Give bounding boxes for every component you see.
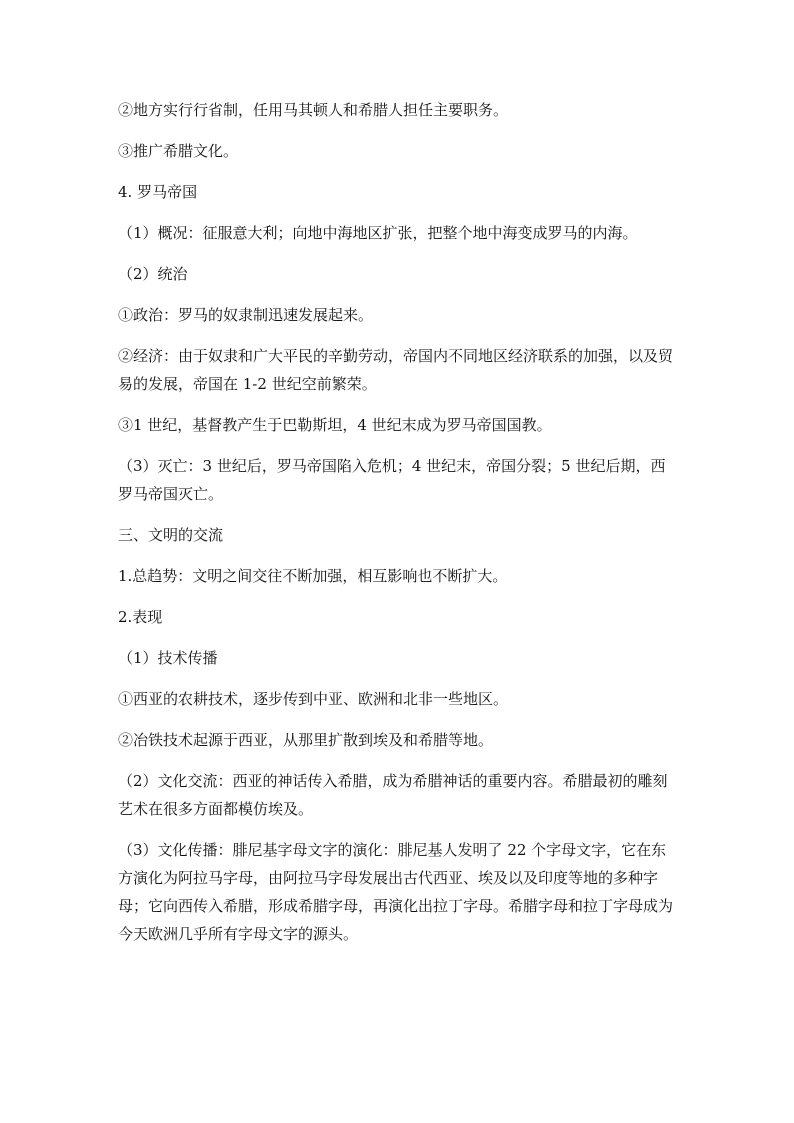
paragraph-alexander-provinces: ②地方实行行省制，任用马其顿人和希腊人担任主要职务。 xyxy=(118,101,509,119)
subheading-roman-rule: （2）统治 xyxy=(118,265,188,283)
paragraph-iron-tech: ②冶铁技术起源于西亚，从那里扩散到埃及和希腊等地。 xyxy=(118,731,494,749)
paragraph-christianity: ③1 世纪，基督教产生于巴勒斯坦，4 世纪末成为罗马帝国国教。 xyxy=(118,416,552,434)
paragraph-roman-overview: （1）概况：征服意大利；向地中海地区扩张，把整个地中海变成罗马的内海。 xyxy=(118,224,638,242)
paragraph-greek-culture: ③推广希腊文化。 xyxy=(118,142,239,160)
subheading-technology-spread: （1）技术传播 xyxy=(118,649,218,667)
document-body xyxy=(118,96,678,961)
heading-roman-empire: 4. 罗马帝国 xyxy=(118,183,198,201)
paragraph-roman-fall: （3）灭亡：3 世纪后，罗马帝国陷入危机；4 世纪末，帝国分裂；5 世纪后期，西罗马帝国灭亡。 xyxy=(118,457,666,503)
paragraph-roman-economy: ②经济：由于奴隶和广大平民的辛勤劳动，帝国内不同地区经济联系的加强，以及贸易的发展，帝国在 1-2 世纪空前繁荣。 xyxy=(118,347,674,393)
paragraph-farming-tech: ①西亚的农耕技术，逐步传到中亚、欧洲和北非一些地区。 xyxy=(118,690,509,708)
paragraph-alphabet-spread: （3）文化传播：腓尼基字母文字的演化：腓尼基人发明了 22 个字母文字，它在东方演化为阿拉马字母，由阿拉马字母发展出古代西亚、埃及以及印度等地的多种字母；它向西传入希腊，形成希腊字母，再演化出拉丁字母。希腊字母和拉丁字母成为今天欧洲几乎所有字母文字的源头。 xyxy=(118,841,674,943)
heading-civilization-exchange: 三、文明的交流 xyxy=(118,526,224,544)
paragraph-roman-politics: ①政治：罗马的奴隶制迅速发展起来。 xyxy=(118,306,374,324)
paragraph-cultural-exchange: （2）文化交流：西亚的神话传入希腊，成为希腊神话的重要内容。希腊最初的雕刻艺术在很多方面都模仿埃及。 xyxy=(118,772,668,818)
subheading-manifestations: 2.表现 xyxy=(118,608,163,626)
paragraph-general-trend: 1.总趋势：文明之间交往不断加强，相互影响也不断扩大。 xyxy=(118,567,508,585)
